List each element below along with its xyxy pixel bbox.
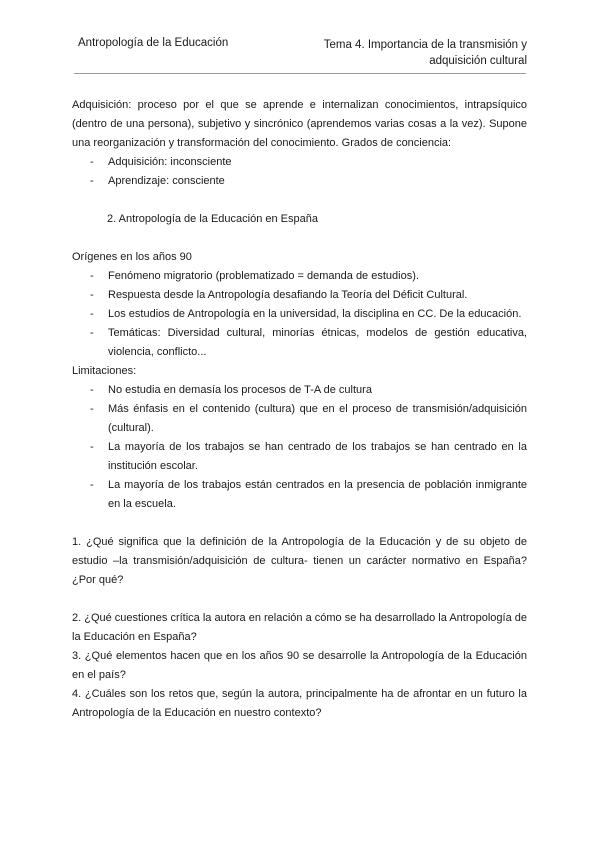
document-body — [72, 96, 527, 723]
origins-heading: Orígenes en los años 90 — [72, 251, 192, 263]
list-item: - No estudia en demasía los procesos de T-A de cultura — [108, 381, 527, 400]
limits-list — [72, 381, 527, 514]
list-item: - Adquisición: inconsciente — [108, 153, 527, 172]
question-4: 4. ¿Cuáles son los retos que, según la autora, principalmente ha de afrontar en un futuro la Antropología de la Educación en nuestro contexto? — [72, 688, 527, 719]
list-item: - La mayoría de los trabajos están centrados en la presencia de población inmigrante en la escuela. — [108, 476, 527, 514]
header-topic-title — [324, 37, 527, 69]
header-divider — [74, 73, 526, 74]
origins-list — [72, 267, 527, 362]
list-item: - Respuesta desde la Antropología desafiando la Teoría del Déficit Cultural. — [108, 286, 527, 305]
intro-paragraph: Adquisición: proceso por el que se aprende e internalizan conocimientos, intrapsíquico (dentro de una persona), subjetivo y sincrónico (aprendemos varias cosas a la vez). Supone una reorganización y transformación del conocimiento. Grados de conciencia: — [72, 99, 527, 149]
spacer — [72, 514, 527, 533]
question-3: 3. ¿Qué elementos hacen que en los años 90 se desarrolle la Antropología de la Educación en el país? — [72, 650, 527, 681]
list-item: - Aprendizaje: consciente — [108, 172, 527, 191]
list-item: - Más énfasis en el contenido (cultura) que en el proceso de transmisión/adquisición (cultural). — [108, 400, 527, 438]
header-course-title: Antropología de la Educación — [78, 37, 229, 49]
section-title: 2. Antropología de la Educación en España — [107, 213, 318, 225]
question-2: 2. ¿Qué cuestiones crítica la autora en relación a cómo se ha desarrollado la Antropología de la Educación en España? — [72, 612, 527, 643]
limits-heading: Limitaciones: — [72, 365, 137, 377]
question-1: 1. ¿Qué significa que la definición de la Antropología de la Educación y de su objeto de estudio –la transmisión/adquisición de cultura- tienen un carácter normativo en España? ¿Por qué? — [72, 536, 527, 586]
spacer — [72, 590, 527, 609]
header-topic-line-1: Tema 4. Importancia de la transmisión y — [323, 39, 527, 51]
list-item: - Los estudios de Antropología en la universidad, la disciplina en CC. De la educación. — [108, 305, 527, 324]
header-topic-line-2: adquisición cultural — [429, 55, 527, 67]
list-item: - La mayoría de los trabajos se han centrado de los trabajos se han centrado en la institución escolar. — [108, 438, 527, 476]
list-item: - Fenómeno migratorio (problematizado = demanda de estudios). — [108, 267, 527, 286]
intro-list — [72, 153, 527, 191]
list-item: - Temáticas: Diversidad cultural, minorías étnicas, modelos de gestión educativa, violencia, conflicto... — [108, 324, 527, 362]
